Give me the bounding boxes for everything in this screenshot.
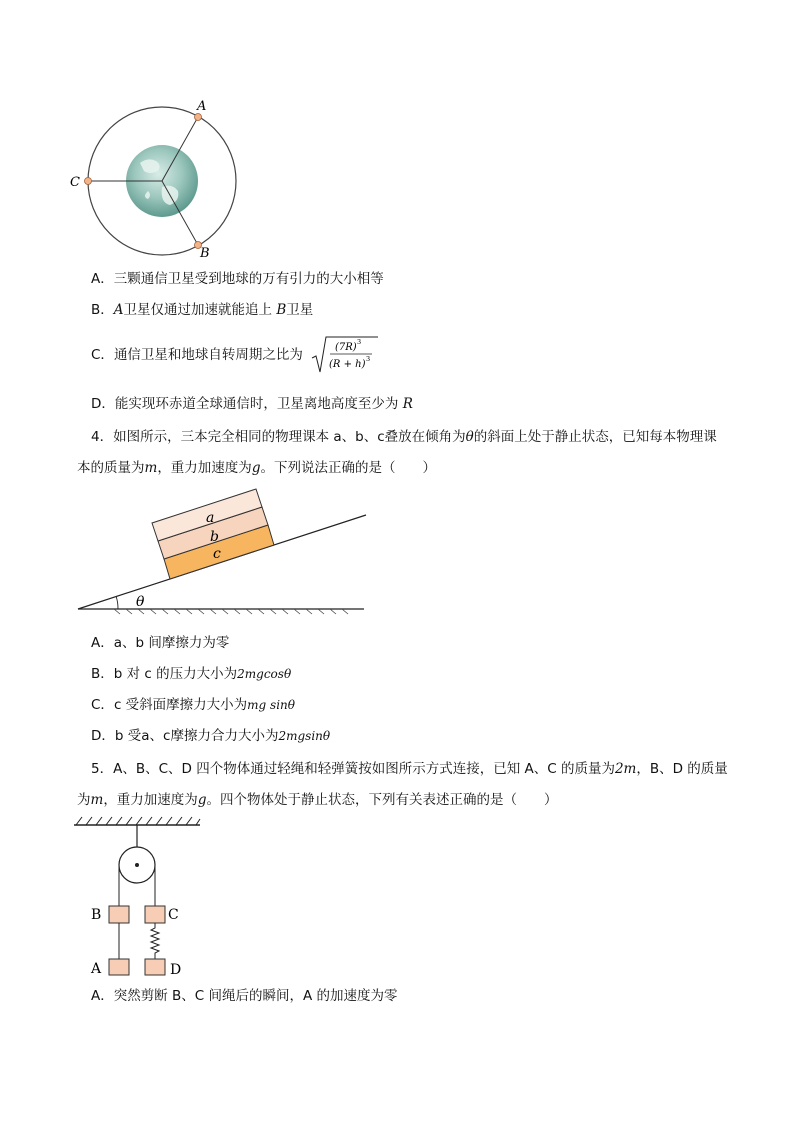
q5-stem-line2: 为m，重力加速度为g。四个物体处于静止状态，下列有关表述正确的是（ ） [77, 792, 558, 808]
svg-text:C: C [168, 907, 179, 923]
label-c: C [70, 175, 80, 190]
svg-text:(7R): (7R) [335, 342, 357, 353]
q3-option-b: B．A卫星仅通过加速就能追上 B卫星 [91, 302, 314, 318]
pulley-system-figure [72, 815, 212, 980]
svg-text:3: 3 [357, 338, 362, 346]
q5-stem-line1: 5．A、B、C、D 四个物体通过轻绳和轻弹簧按如图所示方式连接，已知 A、C 的质量为2m，B、D 的质量 [91, 761, 728, 777]
svg-text:3: 3 [366, 355, 371, 363]
q4-option-b: B．b 对 c 的压力大小为2mgcosθ [91, 666, 292, 682]
svg-text:b: b [210, 529, 219, 545]
svg-text:c: c [213, 546, 221, 562]
q3-option-c-formula [310, 334, 380, 376]
svg-text:(R + h): (R + h) [329, 359, 366, 370]
block-c [145, 906, 165, 923]
q3-option-a: A．三颗通信卫星受到地球的万有引力的大小相等 [91, 271, 384, 287]
q4-option-d: D．b 受a、c摩擦力合力大小为2mgsinθ [91, 728, 331, 744]
q5-option-a: A．突然剪断 B、C 间绳后的瞬间，A 的加速度为零 [91, 988, 398, 1004]
incline-books-figure [74, 485, 374, 615]
label-b: B [200, 246, 210, 261]
q4-stem-line1: 4．如图所示，三本完全相同的物理课本 a、b、c叠放在倾角为θ的斜面上处于静止状态，已知每本物理课 [91, 429, 717, 445]
svg-text:a: a [206, 510, 215, 526]
block-d [145, 959, 165, 975]
satellite-a [195, 114, 202, 121]
spring-icon [151, 923, 159, 959]
svg-text:D: D [170, 962, 182, 978]
q3-option-d: D．能实现环赤道全球通信时，卫星离地高度至少为 R [91, 396, 413, 412]
label-a: A [197, 99, 207, 114]
block-a [109, 959, 129, 975]
svg-text:B: B [91, 907, 102, 923]
svg-text:θ: θ [136, 594, 145, 610]
svg-text:A: A [91, 961, 102, 977]
block-b [109, 906, 129, 923]
q3-option-c: C．通信卫星和地球自转周期之比为 [91, 347, 303, 363]
satellite-c [85, 178, 92, 185]
satellite-orbit-figure [62, 95, 262, 265]
q4-option-c: C．c 受斜面摩擦力大小为mg sinθ [91, 697, 295, 713]
q4-option-a: A．a、b 间摩擦力为零 [91, 635, 230, 651]
q4-stem-line2: 本的质量为m，重力加速度为g。下列说法正确的是（ ） [77, 460, 436, 476]
